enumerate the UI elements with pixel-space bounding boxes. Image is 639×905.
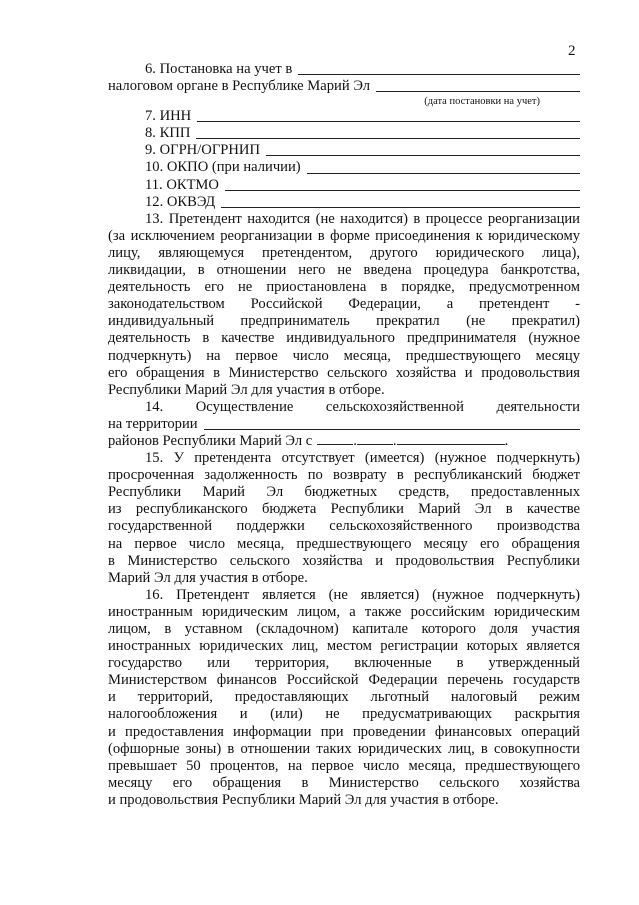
item6-line1	[108, 61, 580, 78]
item14-line1: 14. Осуществление сельскохозяйственной деятельности	[145, 398, 580, 415]
field-okved	[108, 194, 580, 211]
item14-territory-label: на территории	[108, 415, 198, 432]
field-kpp-label: 8. КПП	[145, 125, 191, 142]
field-oktmo-label: 11. ОКТМО	[145, 176, 219, 193]
field-okpo-blank[interactable]	[307, 173, 580, 174]
item16-line: и предоставления информации при проведении финансовых операций	[108, 723, 580, 740]
item6-date-blank[interactable]	[376, 91, 580, 92]
item16-line: иностранным юридическим лицом, а также российским юридическим	[108, 603, 580, 620]
field-inn-label: 7. ИНН	[145, 108, 192, 125]
item15-line: государственной поддержки сельскохозяйственного производства	[108, 518, 580, 535]
page-number: 2	[568, 43, 576, 59]
field-oktmo-blank[interactable]	[225, 190, 580, 191]
item13-line: лицу, являющемуся претендентом, другого юридического лица),	[108, 244, 580, 261]
item15-line: из республиканского бюджета Республики Марий Эл в качестве	[108, 501, 580, 518]
item16-line: месяцу его обращения в Министерство сельского хозяйства	[108, 774, 580, 791]
item16-line: налогообложения и (или) не предусматривающих раскрытия	[108, 706, 580, 723]
item16-line: государство или территория, включенные в утвержденный	[108, 655, 580, 672]
item16-line: превышает 50 процентов, на первое число месяца, предшествующего	[108, 757, 580, 774]
item14-date-blanks: . . .	[317, 433, 508, 450]
item14-since-label: районов Республики Марий Эл с	[108, 432, 313, 449]
field-ogrn-label: 9. ОГРН/ОГРНИП	[145, 142, 260, 159]
item6-label2: налоговом органе в Республике Марий Эл	[108, 78, 371, 95]
year-blank[interactable]	[397, 444, 505, 445]
item13-line: ликвидации, в отношении него не введена процедура банкротства,	[108, 262, 580, 279]
form-body	[108, 61, 580, 809]
item13-line: индивидуальный предприниматель прекратил (не прекратил)	[108, 313, 580, 330]
field-kpp-blank[interactable]	[196, 138, 580, 139]
item14-territory-blank[interactable]	[204, 429, 580, 430]
item13-line: (за исключением реорганизации в форме присоединения к юридическому	[108, 227, 580, 244]
item13-line: законодательством Российской Федерации, а претендент -	[108, 296, 580, 313]
field-inn	[108, 108, 580, 125]
item14-line2	[108, 416, 580, 433]
field-okved-blank[interactable]	[221, 207, 580, 208]
field-kpp	[108, 125, 580, 142]
item6-label: 6. Постановка на учет в	[145, 61, 293, 77]
item16-line: 16. Претендент является (не является) (нужное подчеркнуть)	[145, 586, 580, 603]
field-okved-label: 12. ОКВЭД	[145, 193, 216, 210]
item15-line: на первое число месяца, предшествующего месяцу его обращения	[108, 535, 580, 552]
day-blank[interactable]	[317, 444, 353, 445]
field-oktmo	[108, 177, 580, 194]
item16-line: лицом, в уставном (складочном) капитале которого доля участия	[108, 621, 580, 637]
item15-line: Марий Эл для участия в отборе.	[108, 569, 308, 586]
item16-line: Министерством финансов Российской Федерации перечень государств	[108, 672, 580, 689]
item16-line: (офшорные зоны) в отношении таких юридических лиц, в совокупности	[108, 740, 580, 757]
item6-caption: (дата постановки на учет)	[424, 96, 540, 108]
field-ogrn	[108, 142, 580, 159]
item15-line: 15. У претендента отсутствует (имеется) (нужное подчеркнуть)	[145, 450, 580, 467]
field-okpo-label: 10. ОКПО (при наличии)	[145, 159, 301, 176]
item13-line: 13. Претендент находится (не находится) в процессе реорганизации	[145, 210, 580, 227]
item13-line: подчеркнуть) на первое число месяца, предшествующего месяцу	[108, 347, 580, 364]
field-inn-blank[interactable]	[197, 121, 580, 122]
item13-line: Республики Марий Эл для участия в отборе.	[108, 381, 385, 398]
item16-line: и территорий, предоставляющих льготный налоговый режим	[108, 689, 580, 706]
item15-line: просроченная задолженность по возврату в республиканский бюджет	[108, 467, 580, 484]
field-ogrn-blank[interactable]	[266, 155, 580, 156]
item13-line: деятельность его не приостановлена в порядке, предусмотренном	[108, 279, 580, 296]
item14-line3	[108, 433, 580, 450]
item6-blank[interactable]	[298, 74, 580, 75]
field-okpo	[108, 159, 580, 176]
month-blank[interactable]	[357, 444, 393, 445]
item13-line: деятельность в качестве индивидуального предпринимателя (нужное	[108, 330, 580, 347]
item13-line: его обращения в Министерство сельского хозяйства и продовольствия	[108, 364, 580, 381]
item16-line: иностранных юридических лиц, местом регистрации которых является	[108, 638, 580, 655]
item15-line: в Министерство сельского хозяйства и продовольствия Республики	[108, 552, 580, 569]
item16-line: и продовольствия Республики Марий Эл для участия в отборе.	[108, 791, 499, 808]
item6-line2	[108, 78, 580, 95]
item15-line: Республики Марий Эл бюджетных средств, предоставленных	[108, 484, 580, 501]
